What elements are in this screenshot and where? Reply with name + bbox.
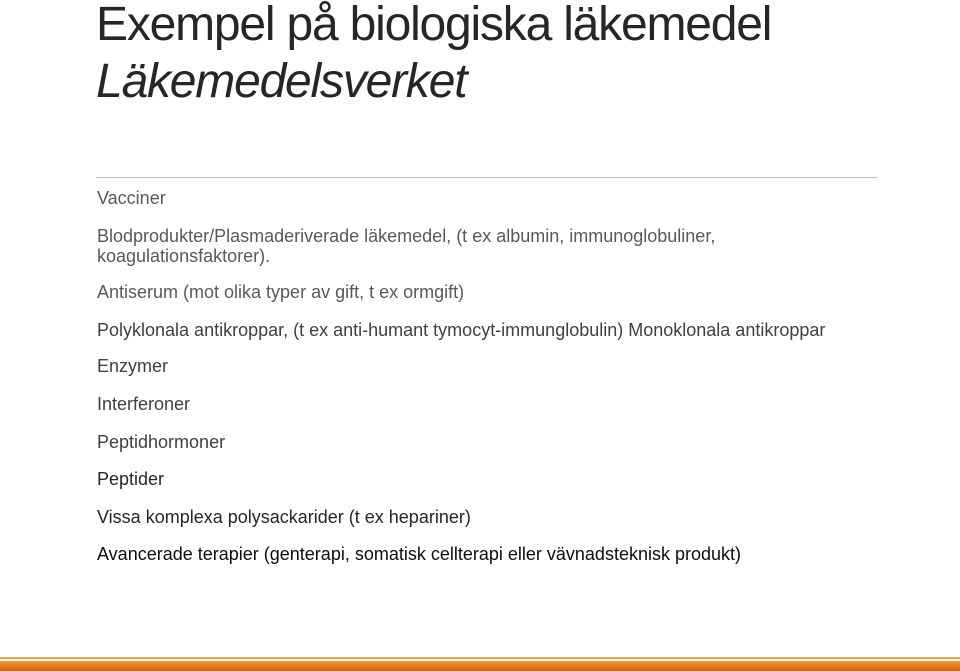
list-item: Interferoner — [97, 394, 191, 414]
list-item: Peptidhormoner — [97, 432, 226, 452]
title-divider — [96, 177, 878, 178]
footer-accent-line — [0, 657, 960, 659]
list-item: Vacciner — [97, 188, 166, 208]
list-item: Peptider — [97, 469, 165, 489]
list-item: Vissa komplexa polysackarider (t ex hepariner) — [97, 507, 471, 527]
list-item: Antiserum (mot olika typer av gift, t ex ormgift) — [97, 282, 465, 302]
slide-title: Exempel på biologiska läkemedel — [96, 0, 772, 51]
list-item: Polyklonala antikroppar, (t ex anti-humant tymocyt-immunglobulin) Monoklonala antikroppar — [97, 320, 826, 340]
content-list — [97, 188, 887, 564]
slide-subtitle: Läkemedelsverket — [96, 55, 467, 108]
list-item: Enzymer — [97, 356, 169, 376]
footer-accent-bar — [0, 661, 960, 671]
list-item: Avancerade terapier (genterapi, somatisk cellterapi eller vävnadsteknisk produkt) — [97, 544, 741, 564]
list-item: Blodprodukter/Plasmaderiverade läkemedel, (t ex albumin, immunoglobuliner, koagulationsfaktorer). — [97, 226, 716, 266]
